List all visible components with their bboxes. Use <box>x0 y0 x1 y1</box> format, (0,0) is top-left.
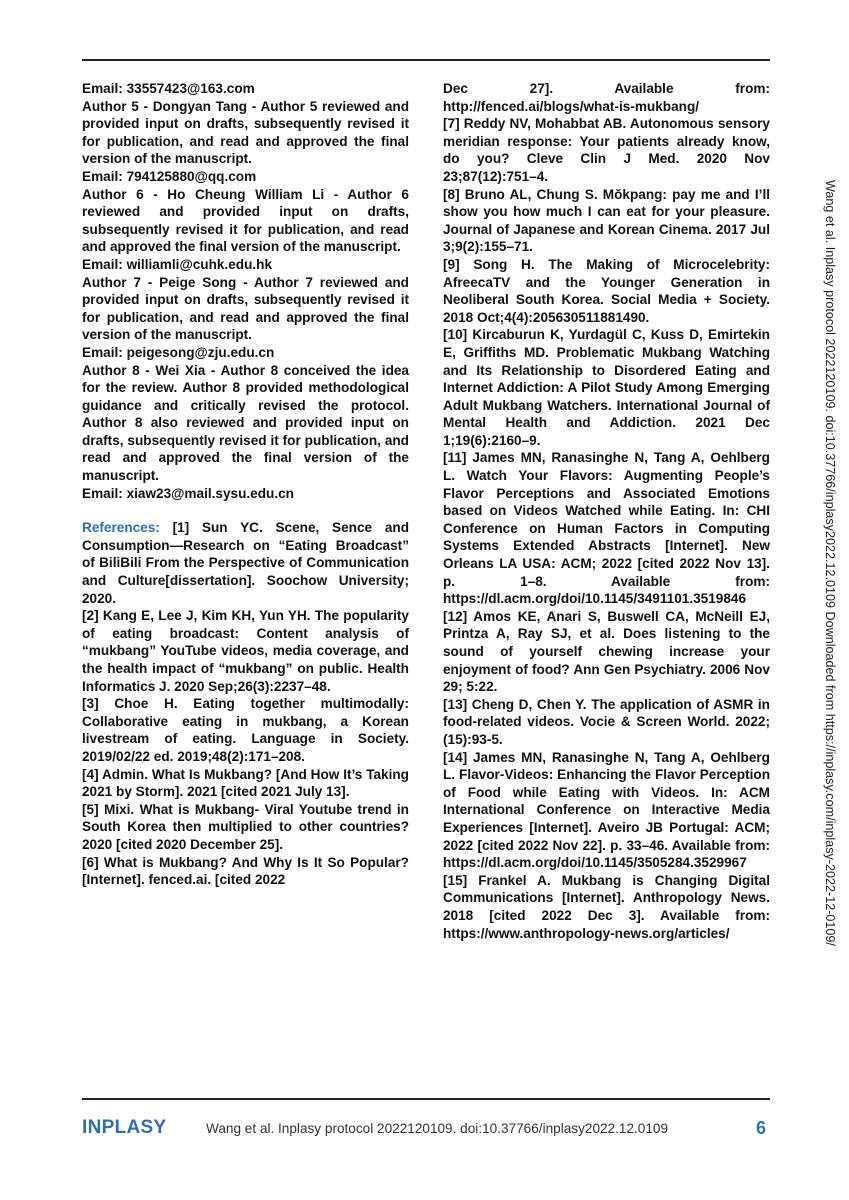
author8-email: Email: xiaw23@mail.sysu.edu.cn <box>82 485 294 501</box>
reference-11: [11] James MN, Ranasinghe N, Tang A, Oehlberg L. Watch Your Flavors: Augmenting People’s Flavor Perceptions and Associated Emotions based on Videos Watched while Eating. In: CHI Conference on Human Factors in Computing Systems Extended Abstracts [Internet]. New Orleans LA USA: ACM; 2022 [cited 2022 Nov 13]. p. 1–8. Available from: https://dl.acm.org/doi/10.1145/3491101.3519846 <box>443 450 770 607</box>
author7-contribution: Author 7 - Peige Song - Author 7 reviewed and provided input on drafts, subsequently revised it for publication, and read and approved the final version of the manuscript. <box>82 274 409 343</box>
reference-1 <box>82 519 409 607</box>
footer-citation: Wang et al. Inplasy protocol 2022120109. doi:10.37766/inplasy2022.12.0109 <box>206 1121 669 1136</box>
bottom-rule <box>82 1098 770 1100</box>
reference-5: [5] Mixi. What is Mukbang- Viral Youtube trend in South Korea then multiplied to other countries? 2020 [cited 2020 December 25]. <box>82 801 409 852</box>
reference-6-end: Dec 27]. Available from: http://fenced.ai/blogs/what-is-mukbang/ <box>443 81 770 114</box>
references-heading: References: <box>82 520 160 536</box>
reference-1-text: [1] Sun YC. Scene, Sence and Consumption—Research on “Eating Broadcast” of BiliBili From the Perspective of Communication and Culture[dissertation]. Soochow University; 2020. <box>82 520 410 606</box>
side-margin-note <box>824 180 844 1080</box>
author5-email: Email: 794125880@qq.com <box>82 168 257 184</box>
author5-contribution: Author 5 - Dongyan Tang - Author 5 reviewed and provided input on drafts, subsequently revised it for publication, and read and approved the final version of the manuscript. <box>82 98 409 167</box>
author7-email: Email: peigesong@zju.edu.cn <box>82 344 275 360</box>
reference-2: [2] Kang E, Lee J, Kim KH, Yun YH. The popularity of eating broadcast: Content analysis of “mukbang” YouTube videos, media coverage, and the health impact of “mukbang” on public. Health Informatics J. 2020 Sep;26(3):2237–48. <box>82 608 409 694</box>
reference-3: [3] Choe H. Eating together multimodally: Collaborative eating in mukbang, a Korean livestream of eating. Language in Society. 2019/02/22 ed. 2019;48(2):171–208. <box>82 696 409 764</box>
reference-14: [14] James MN, Ranasinghe N, Tang A, Oehlberg L. Flavor-Videos: Enhancing the Flavor Perception of Food while Eating with Videos. In: ACM International Conference on Interactive Media Experiences [Internet]. Aveiro JB Portugal: ACM; 2022 [cited 2022 Nov 22]. p. 33–46. Available from: https://dl.acm.org/doi/10.1145/3505284.3529967 <box>443 749 770 871</box>
reference-4: [4] Admin. What Is Mukbang? [And How It’s Taking 2021 by Storm]. 2021 [cited 2021 July 13]. <box>82 766 409 800</box>
top-rule <box>82 59 770 61</box>
reference-10: [10] Kircaburun K, Yurdagül C, Kuss D, Emirtekin E, Griffiths MD. Problematic Mukbang Watching and Its Relationship to Disordered Eating and Internet Addiction: A Pilot Study Among Emerging Adult Mukbang Watchers. International Journal of Mental Health and Addiction. 2021 Dec 1;19(6):2160–9. <box>443 327 770 448</box>
reference-15: [15] Frankel A. Mukbang is Changing Digital Communications [Internet]. Anthropology News. 2018 [cited 2022 Dec 3]. Available from: https://www.anthropology-news.org/articles/ <box>443 872 770 941</box>
author6-email: Email: williamli@cuhk.edu.hk <box>82 256 273 272</box>
reference-13: [13] Cheng D, Chen Y. The application of ASMR in food-related videos. Vocie & Screen World. 2022;(15):93-5. <box>443 696 770 747</box>
right-column <box>443 80 770 942</box>
author8-contribution: Author 8 - Wei Xia - Author 8 conceived the idea for the review. Author 8 provided methodological guidance and critically revised the protocol. Author 8 also reviewed and provided input on drafts, subsequently revised it for publication, and read and approved the final version of the manuscript. <box>82 362 409 484</box>
footer-brand-logo: INPLASY <box>82 1117 167 1138</box>
left-column <box>82 80 409 889</box>
reference-6-start: [6] What is Mukbang? And Why Is It So Popular? [Internet]. fenced.ai. [cited 2022 <box>82 854 409 888</box>
reference-9: [9] Song H. The Making of Microcelebrity: AfreecaTV and the Younger Generation in Neoliberal South Korea. Social Media + Society. 2018 Oct;4(4):205630511881490. <box>443 256 770 325</box>
page-number: 6 <box>756 1118 767 1138</box>
side-download-notice: Wang et al. Inplasy protocol 2022120109. doi:10.37766/inplasy2022.12.0109 Downloaded from https://inplasy.com/inplasy-2022-12-0109/ <box>823 180 837 946</box>
reference-7: [7] Reddy NV, Mohabbat AB. Autonomous sensory meridian response: Your patients already know, do you? Cleve Clin J Med. 2020 Nov 23;87(12):751–4. <box>443 116 770 184</box>
reference-8: [8] Bruno AL, Chung S. Mŏkpang: pay me and I’ll show you how much I can eat for your pleasure. Journal of Japanese and Korean Cinema. 2017 Jul 3;9(2):155–71. <box>443 186 770 255</box>
author4-email: Email: 33557423@163.com <box>82 81 255 96</box>
author6-contribution: Author 6 - Ho Cheung William Li - Author 6 reviewed and provided input on drafts, subsequently revised it for publication, and read and approved the final version of the manuscript. <box>82 186 409 255</box>
reference-12: [12] Amos KE, Anari S, Buswell CA, McNeill EJ, Printza A, Ray SJ, et al. Does listening to the sound of yourself chewing increase your enjoyment of food? Ann Gen Psychiatry. 2006 Nov 29; 5:22. <box>443 608 770 695</box>
